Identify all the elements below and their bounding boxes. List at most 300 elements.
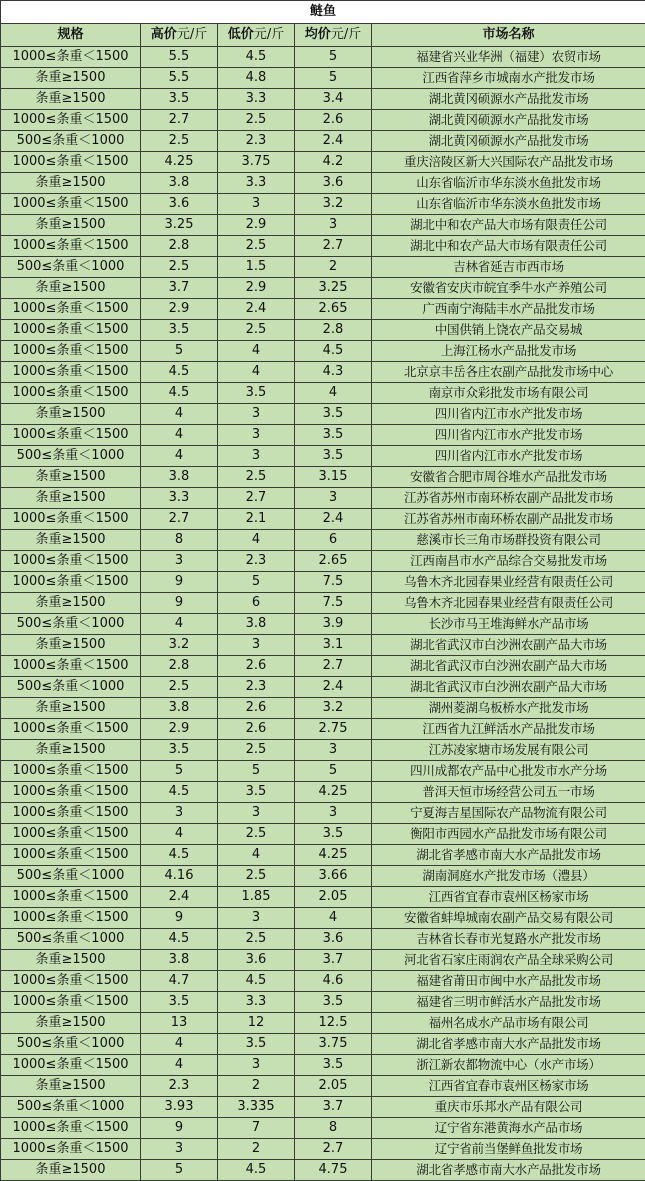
table-row xyxy=(1,47,645,68)
low-price-cell: 1.85 xyxy=(218,887,295,908)
market-cell: 慈溪市长三角市场群投资有限公司 xyxy=(372,530,645,551)
high-price-cell: 2.8 xyxy=(141,656,218,677)
high-price-cell: 2.5 xyxy=(141,131,218,152)
low-price-cell: 2.7 xyxy=(218,488,295,509)
market-cell: 吉林省长春市光复路水产批发市场 xyxy=(372,929,645,950)
avg-price-cell: 3.15 xyxy=(295,467,372,488)
avg-price-cell: 3.66 xyxy=(295,866,372,887)
high-price-cell: 4 xyxy=(141,614,218,635)
table-row xyxy=(1,950,645,971)
table-row xyxy=(1,68,645,89)
low-price-cell: 4.5 xyxy=(218,1160,295,1181)
avg-price-cell: 2.7 xyxy=(295,1139,372,1160)
table-row xyxy=(1,782,645,803)
table-row xyxy=(1,383,645,404)
low-price-cell: 3.5 xyxy=(218,383,295,404)
high-price-cell: 9 xyxy=(141,908,218,929)
avg-price-cell: 2.4 xyxy=(295,131,372,152)
avg-price-cell: 3.6 xyxy=(295,929,372,950)
high-price-cell: 3.8 xyxy=(141,173,218,194)
high-price-cell: 4.5 xyxy=(141,929,218,950)
spec-cell: 1000≤条重＜1500 xyxy=(1,782,141,803)
table-row xyxy=(1,194,645,215)
avg-price-cell: 3 xyxy=(295,215,372,236)
high-price-cell: 5.5 xyxy=(141,68,218,89)
market-cell: 江苏省苏州市南环桥农副产品批发市场 xyxy=(372,509,645,530)
table-title: 鲢鱼 xyxy=(1,1,645,24)
table-row xyxy=(1,131,645,152)
low-price-cell: 5 xyxy=(218,761,295,782)
market-cell: 湖北省武汉市白沙洲农副产品大市场 xyxy=(372,656,645,677)
low-price-cell: 3.75 xyxy=(218,152,295,173)
market-cell: 湖北省武汉市白沙洲农副产品大市场 xyxy=(372,635,645,656)
market-cell: 吉林省延吉市西市场 xyxy=(372,257,645,278)
avg-price-cell: 3.5 xyxy=(295,446,372,467)
header-high xyxy=(141,24,218,47)
spec-cell: 1000≤条重＜1500 xyxy=(1,1139,141,1160)
high-price-cell: 5 xyxy=(141,341,218,362)
low-price-cell: 3.8 xyxy=(218,614,295,635)
avg-price-cell: 2.4 xyxy=(295,509,372,530)
table-row xyxy=(1,404,645,425)
spec-cell: 条重≥1500 xyxy=(1,1160,141,1181)
spec-cell: 条重≥1500 xyxy=(1,89,141,110)
table-row xyxy=(1,1160,645,1181)
low-price-cell: 2.6 xyxy=(218,656,295,677)
table-row xyxy=(1,362,645,383)
spec-cell: 500≤条重＜1000 xyxy=(1,929,141,950)
spec-cell: 1000≤条重＜1500 xyxy=(1,824,141,845)
header-low-label: 低价 xyxy=(228,27,254,42)
market-cell: 中国供销上饶农产品交易城 xyxy=(372,320,645,341)
avg-price-cell: 3.2 xyxy=(295,194,372,215)
table-row xyxy=(1,1139,645,1160)
avg-price-cell: 3.6 xyxy=(295,173,372,194)
low-price-cell: 4.5 xyxy=(218,47,295,68)
table-row xyxy=(1,593,645,614)
avg-price-cell: 3.5 xyxy=(295,1055,372,1076)
low-price-cell: 3 xyxy=(218,446,295,467)
avg-price-cell: 2.75 xyxy=(295,719,372,740)
avg-price-cell: 4.6 xyxy=(295,971,372,992)
low-price-cell: 2 xyxy=(218,1076,295,1097)
low-price-cell: 2.5 xyxy=(218,110,295,131)
spec-cell: 1000≤条重＜1500 xyxy=(1,320,141,341)
spec-cell: 1000≤条重＜1500 xyxy=(1,341,141,362)
low-price-cell: 1.5 xyxy=(218,257,295,278)
spec-cell: 条重≥1500 xyxy=(1,215,141,236)
table-row xyxy=(1,614,645,635)
avg-price-cell: 3 xyxy=(295,803,372,824)
high-price-cell: 4 xyxy=(141,446,218,467)
spec-cell: 条重≥1500 xyxy=(1,488,141,509)
high-price-cell: 3.93 xyxy=(141,1097,218,1118)
low-price-cell: 4 xyxy=(218,341,295,362)
high-price-cell: 2.4 xyxy=(141,887,218,908)
table-row xyxy=(1,509,645,530)
low-price-cell: 2.5 xyxy=(218,320,295,341)
spec-cell: 条重≥1500 xyxy=(1,1013,141,1034)
avg-price-cell: 4.3 xyxy=(295,362,372,383)
table-row xyxy=(1,677,645,698)
low-price-cell: 4 xyxy=(218,530,295,551)
avg-price-cell: 2.65 xyxy=(295,299,372,320)
spec-cell: 条重≥1500 xyxy=(1,467,141,488)
avg-price-cell: 4.2 xyxy=(295,152,372,173)
table-row xyxy=(1,719,645,740)
spec-cell: 1000≤条重＜1500 xyxy=(1,110,141,131)
high-price-cell: 4.5 xyxy=(141,362,218,383)
avg-price-cell: 8 xyxy=(295,1118,372,1139)
spec-cell: 条重≥1500 xyxy=(1,68,141,89)
header-avg-label: 均价 xyxy=(305,27,331,42)
spec-cell: 1000≤条重＜1500 xyxy=(1,992,141,1013)
avg-price-cell: 3.7 xyxy=(295,1097,372,1118)
low-price-cell: 3 xyxy=(218,635,295,656)
market-cell: 湖北黄冈硕源水产品批发市场 xyxy=(372,89,645,110)
market-cell: 北京京丰岳各庄农副产品批发市场中心 xyxy=(372,362,645,383)
low-price-cell: 2.9 xyxy=(218,278,295,299)
avg-price-cell: 3.2 xyxy=(295,698,372,719)
market-cell: 四川省内江市水产批发市场 xyxy=(372,446,645,467)
avg-price-cell: 7.5 xyxy=(295,572,372,593)
spec-cell: 条重≥1500 xyxy=(1,593,141,614)
spec-cell: 1000≤条重＜1500 xyxy=(1,761,141,782)
high-price-cell: 3.5 xyxy=(141,992,218,1013)
low-price-cell: 3.3 xyxy=(218,992,295,1013)
spec-cell: 1000≤条重＜1500 xyxy=(1,719,141,740)
table-row xyxy=(1,215,645,236)
table-row xyxy=(1,1076,645,1097)
low-price-cell: 3 xyxy=(218,194,295,215)
avg-price-cell: 4.75 xyxy=(295,1160,372,1181)
avg-price-cell: 4.5 xyxy=(295,341,372,362)
table-row xyxy=(1,1097,645,1118)
table-row xyxy=(1,971,645,992)
market-cell: 湖州菱湖乌板桥水产批发市场 xyxy=(372,698,645,719)
spec-cell: 条重≥1500 xyxy=(1,278,141,299)
avg-price-cell: 3.5 xyxy=(295,824,372,845)
high-price-cell: 4 xyxy=(141,1055,218,1076)
avg-price-cell: 3.7 xyxy=(295,950,372,971)
market-cell: 宁夏海吉星国际农产品物流有限公司 xyxy=(372,803,645,824)
avg-price-cell: 3 xyxy=(295,488,372,509)
avg-price-cell: 12.5 xyxy=(295,1013,372,1034)
avg-price-cell: 6 xyxy=(295,530,372,551)
header-avg-unit: 元/斤 xyxy=(331,27,361,42)
table-row xyxy=(1,152,645,173)
avg-price-cell: 5 xyxy=(295,761,372,782)
high-price-cell: 4 xyxy=(141,404,218,425)
high-price-cell: 4.25 xyxy=(141,152,218,173)
high-price-cell: 5.5 xyxy=(141,47,218,68)
market-cell: 安徽省蚌埠城南农副产品交易有限公司 xyxy=(372,908,645,929)
high-price-cell: 4 xyxy=(141,425,218,446)
low-price-cell: 2.5 xyxy=(218,866,295,887)
avg-price-cell: 2 xyxy=(295,257,372,278)
market-cell: 重庆涪陵区新大兴国际农产品批发市场 xyxy=(372,152,645,173)
low-price-cell: 2.6 xyxy=(218,719,295,740)
high-price-cell: 3 xyxy=(141,803,218,824)
table-row xyxy=(1,845,645,866)
avg-price-cell: 4.25 xyxy=(295,845,372,866)
spec-cell: 500≤条重＜1000 xyxy=(1,446,141,467)
market-cell: 福州名成水产品市场有限公司 xyxy=(372,1013,645,1034)
high-price-cell: 3 xyxy=(141,1139,218,1160)
market-cell: 安徽省合肥市周谷堆水产品批发市场 xyxy=(372,467,645,488)
spec-cell: 条重≥1500 xyxy=(1,404,141,425)
market-cell: 南京市众彩批发市场有限公司 xyxy=(372,383,645,404)
low-price-cell: 3 xyxy=(218,1055,295,1076)
avg-price-cell: 3 xyxy=(295,740,372,761)
market-cell: 四川省内江市水产批发市场 xyxy=(372,404,645,425)
avg-price-cell: 5 xyxy=(295,47,372,68)
market-cell: 重庆市乐邦水产品有限公司 xyxy=(372,1097,645,1118)
avg-price-cell: 3.75 xyxy=(295,1034,372,1055)
header-high-label: 高价 xyxy=(151,27,177,42)
table-row xyxy=(1,173,645,194)
table-row xyxy=(1,572,645,593)
market-cell: 广西南宁海陆丰水产品批发市场 xyxy=(372,299,645,320)
table-row xyxy=(1,425,645,446)
spec-cell: 1000≤条重＜1500 xyxy=(1,845,141,866)
table-row xyxy=(1,467,645,488)
high-price-cell: 3.5 xyxy=(141,320,218,341)
low-price-cell: 2.9 xyxy=(218,215,295,236)
low-price-cell: 3 xyxy=(218,908,295,929)
market-cell: 乌鲁木齐北园春果业经营有限责任公司 xyxy=(372,593,645,614)
high-price-cell: 4.5 xyxy=(141,845,218,866)
table-row xyxy=(1,488,645,509)
spec-cell: 1000≤条重＜1500 xyxy=(1,1055,141,1076)
high-price-cell: 3.8 xyxy=(141,950,218,971)
spec-cell: 1000≤条重＜1500 xyxy=(1,803,141,824)
high-price-cell: 2.5 xyxy=(141,677,218,698)
table-row xyxy=(1,446,645,467)
market-cell: 辽宁省前当堡鲜鱼批发市场 xyxy=(372,1139,645,1160)
table-row xyxy=(1,1055,645,1076)
table-body xyxy=(1,47,645,1181)
header-high-unit: 元/斤 xyxy=(177,27,207,42)
spec-cell: 条重≥1500 xyxy=(1,1076,141,1097)
low-price-cell: 3.3 xyxy=(218,89,295,110)
high-price-cell: 8 xyxy=(141,530,218,551)
avg-price-cell: 2.8 xyxy=(295,320,372,341)
high-price-cell: 13 xyxy=(141,1013,218,1034)
spec-cell: 1000≤条重＜1500 xyxy=(1,509,141,530)
low-price-cell: 2.5 xyxy=(218,467,295,488)
spec-cell: 条重≥1500 xyxy=(1,698,141,719)
spec-cell: 500≤条重＜1000 xyxy=(1,131,141,152)
table-row xyxy=(1,929,645,950)
table-row xyxy=(1,635,645,656)
high-price-cell: 9 xyxy=(141,572,218,593)
spec-cell: 1000≤条重＜1500 xyxy=(1,47,141,68)
avg-price-cell: 2.05 xyxy=(295,887,372,908)
title-row xyxy=(1,1,645,24)
table-row xyxy=(1,341,645,362)
avg-price-cell: 5 xyxy=(295,68,372,89)
market-cell: 湖南洞庭水产批发市场（澧县） xyxy=(372,866,645,887)
low-price-cell: 3 xyxy=(218,404,295,425)
spec-cell: 1000≤条重＜1500 xyxy=(1,299,141,320)
low-price-cell: 4.8 xyxy=(218,68,295,89)
high-price-cell: 2.3 xyxy=(141,1076,218,1097)
spec-cell: 1000≤条重＜1500 xyxy=(1,152,141,173)
market-cell: 湖北中和农产品大市场有限责任公司 xyxy=(372,215,645,236)
avg-price-cell: 2.6 xyxy=(295,110,372,131)
table-row xyxy=(1,992,645,1013)
market-cell: 浙江新农都物流中心（水产市场） xyxy=(372,1055,645,1076)
spec-cell: 条重≥1500 xyxy=(1,635,141,656)
market-cell: 山东省临沂市华东淡水鱼批发市场 xyxy=(372,173,645,194)
high-price-cell: 3.3 xyxy=(141,488,218,509)
market-cell: 四川省内江市水产批发市场 xyxy=(372,425,645,446)
high-price-cell: 4.5 xyxy=(141,782,218,803)
market-cell: 长沙市马王堆海鲜水产品市场 xyxy=(372,614,645,635)
spec-cell: 1000≤条重＜1500 xyxy=(1,425,141,446)
table-row xyxy=(1,110,645,131)
spec-cell: 条重≥1500 xyxy=(1,740,141,761)
table-row xyxy=(1,257,645,278)
avg-price-cell: 2.05 xyxy=(295,1076,372,1097)
high-price-cell: 9 xyxy=(141,1118,218,1139)
high-price-cell: 2.8 xyxy=(141,236,218,257)
avg-price-cell: 2.65 xyxy=(295,551,372,572)
header-low-unit: 元/斤 xyxy=(254,27,284,42)
avg-price-cell: 4.25 xyxy=(295,782,372,803)
low-price-cell: 4 xyxy=(218,845,295,866)
avg-price-cell: 3.5 xyxy=(295,404,372,425)
low-price-cell: 2.3 xyxy=(218,551,295,572)
low-price-cell: 2.5 xyxy=(218,236,295,257)
spec-cell: 1000≤条重＜1500 xyxy=(1,236,141,257)
market-cell: 江西南昌市水产品综合交易批发市场 xyxy=(372,551,645,572)
market-cell: 江苏凌家塘市场发展有限公司 xyxy=(372,740,645,761)
low-price-cell: 2.3 xyxy=(218,677,295,698)
high-price-cell: 5 xyxy=(141,1160,218,1181)
header-spec: 规格 xyxy=(1,24,141,47)
market-cell: 衡阳市西园水产品批发市场有限公司 xyxy=(372,824,645,845)
market-cell: 福建省三明市鲜活水产品批发市场 xyxy=(372,992,645,1013)
market-cell: 湖北省孝感市南大水产品批发市场 xyxy=(372,845,645,866)
avg-price-cell: 3.9 xyxy=(295,614,372,635)
low-price-cell: 3 xyxy=(218,803,295,824)
high-price-cell: 3.7 xyxy=(141,278,218,299)
low-price-cell: 2.5 xyxy=(218,929,295,950)
spec-cell: 500≤条重＜1000 xyxy=(1,257,141,278)
header-market: 市场名称 xyxy=(372,24,645,47)
low-price-cell: 3 xyxy=(218,425,295,446)
market-cell: 江西省宜春市袁州区杨家市场 xyxy=(372,1076,645,1097)
spec-cell: 1000≤条重＜1500 xyxy=(1,572,141,593)
table-row xyxy=(1,278,645,299)
low-price-cell: 2.6 xyxy=(218,698,295,719)
table-row xyxy=(1,761,645,782)
market-cell: 江西省九江鲜活水产品批发市场 xyxy=(372,719,645,740)
table-row xyxy=(1,89,645,110)
market-cell: 乌鲁木齐北园春果业经营有限责任公司 xyxy=(372,572,645,593)
spec-cell: 1000≤条重＜1500 xyxy=(1,971,141,992)
spec-cell: 条重≥1500 xyxy=(1,530,141,551)
avg-price-cell: 3.25 xyxy=(295,278,372,299)
spec-cell: 1000≤条重＜1500 xyxy=(1,194,141,215)
market-cell: 湖北省孝感市南大水产品批发市场 xyxy=(372,1034,645,1055)
market-cell: 上海江杨水产品批发市场 xyxy=(372,341,645,362)
table-row xyxy=(1,1013,645,1034)
spec-cell: 1000≤条重＜1500 xyxy=(1,656,141,677)
high-price-cell: 4.7 xyxy=(141,971,218,992)
table-row xyxy=(1,656,645,677)
market-cell: 江苏省苏州市南环桥农副产品批发市场 xyxy=(372,488,645,509)
market-cell: 四川成都农产品中心批发市水产分场 xyxy=(372,761,645,782)
low-price-cell: 4.5 xyxy=(218,971,295,992)
high-price-cell: 2.9 xyxy=(141,719,218,740)
market-cell: 辽宁省东港黄海水产品市场 xyxy=(372,1118,645,1139)
high-price-cell: 2.7 xyxy=(141,110,218,131)
market-cell: 湖北黄冈硕源水产品批发市场 xyxy=(372,110,645,131)
spec-cell: 500≤条重＜1000 xyxy=(1,677,141,698)
high-price-cell: 3.8 xyxy=(141,698,218,719)
table-row xyxy=(1,236,645,257)
low-price-cell: 12 xyxy=(218,1013,295,1034)
market-cell: 河北省石家庄雨润农产品全球采购公司 xyxy=(372,950,645,971)
market-cell: 湖北黄冈硕源水产品批发市场 xyxy=(372,131,645,152)
spec-cell: 1000≤条重＜1500 xyxy=(1,887,141,908)
market-cell: 普洱天恒市场经营公司五一市场 xyxy=(372,782,645,803)
header-row xyxy=(1,24,645,47)
spec-cell: 500≤条重＜1000 xyxy=(1,1097,141,1118)
low-price-cell: 2.5 xyxy=(218,740,295,761)
low-price-cell: 5 xyxy=(218,572,295,593)
high-price-cell: 3.2 xyxy=(141,635,218,656)
spec-cell: 1000≤条重＜1500 xyxy=(1,362,141,383)
table-row xyxy=(1,1118,645,1139)
table-row xyxy=(1,299,645,320)
spec-cell: 1000≤条重＜1500 xyxy=(1,1118,141,1139)
low-price-cell: 7 xyxy=(218,1118,295,1139)
low-price-cell: 3.6 xyxy=(218,950,295,971)
market-cell: 福建省兴业华洲（福建）农贸市场 xyxy=(372,47,645,68)
spec-cell: 条重≥1500 xyxy=(1,173,141,194)
low-price-cell: 2.1 xyxy=(218,509,295,530)
low-price-cell: 3.5 xyxy=(218,782,295,803)
table-row xyxy=(1,740,645,761)
avg-price-cell: 3.4 xyxy=(295,89,372,110)
header-avg xyxy=(295,24,372,47)
high-price-cell: 3 xyxy=(141,551,218,572)
avg-price-cell: 3.5 xyxy=(295,992,372,1013)
table-row xyxy=(1,551,645,572)
low-price-cell: 3.3 xyxy=(218,173,295,194)
table-row xyxy=(1,698,645,719)
high-price-cell: 3.5 xyxy=(141,89,218,110)
market-cell: 安徽省安庆市皖宜季牛水产养殖公司 xyxy=(372,278,645,299)
high-price-cell: 4 xyxy=(141,824,218,845)
avg-price-cell: 2.4 xyxy=(295,677,372,698)
spec-cell: 条重≥1500 xyxy=(1,950,141,971)
spec-cell: 1000≤条重＜1500 xyxy=(1,908,141,929)
high-price-cell: 2.9 xyxy=(141,299,218,320)
avg-price-cell: 2.7 xyxy=(295,236,372,257)
market-cell: 山东省临沂市华东淡水鱼批发市场 xyxy=(372,194,645,215)
table-row xyxy=(1,908,645,929)
table-row xyxy=(1,824,645,845)
avg-price-cell: 3.1 xyxy=(295,635,372,656)
low-price-cell: 2.5 xyxy=(218,824,295,845)
spec-cell: 1000≤条重＜1500 xyxy=(1,383,141,404)
spec-cell: 500≤条重＜1000 xyxy=(1,614,141,635)
